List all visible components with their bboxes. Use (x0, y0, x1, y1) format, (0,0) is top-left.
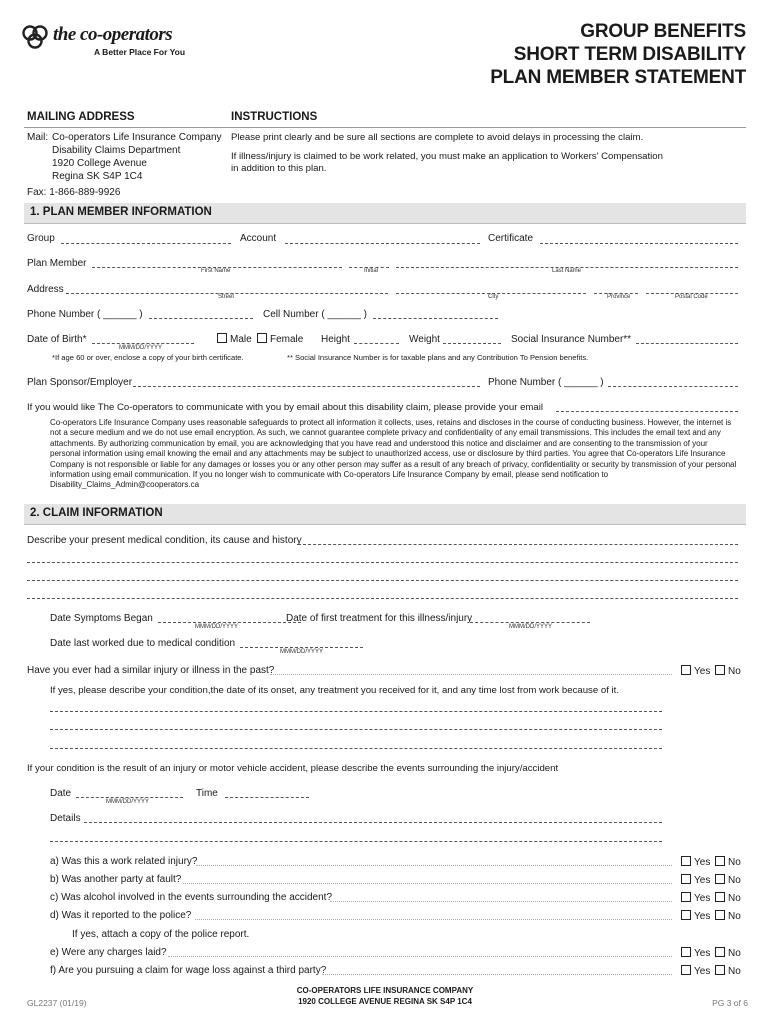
no-label: No (728, 893, 741, 904)
group-field[interactable] (61, 243, 231, 244)
yes-label: Yes (694, 911, 711, 922)
title-line-2: SHORT TERM DISABILITY (513, 44, 746, 65)
accident-question: If your condition is the result of an injury or motor vehicle accident, please describe the events surrounding the injury/accident (27, 763, 559, 774)
yes-label: Yes (694, 875, 711, 886)
mail-line-3: 1920 College Avenue (52, 158, 147, 169)
similar-field-1[interactable] (50, 711, 662, 712)
question-b-no-checkbox[interactable] (715, 874, 741, 886)
question-f-leader (322, 974, 672, 975)
cell-field[interactable] (373, 318, 498, 319)
question-a: a) Was this a work related injury? (50, 856, 198, 867)
sponsor-label: Plan Sponsor/Employer (27, 377, 133, 388)
section-1-bar (24, 203, 746, 224)
yes-label: Yes (694, 893, 711, 904)
details-field-2[interactable] (50, 841, 662, 842)
phone-field[interactable] (149, 318, 253, 319)
last-worked-caption: MMM/DD/YYYY (280, 649, 324, 655)
group-label: Group (27, 233, 55, 244)
sponsor-phone-label: Phone Number ( ______ ) (488, 377, 604, 388)
province-caption: Province (607, 294, 631, 300)
first-name-caption: First Name (201, 268, 231, 274)
details-field-1[interactable] (84, 822, 662, 823)
dob-label: Date of Birth* (27, 334, 87, 345)
question-e: e) Were any charges laid? (50, 947, 167, 958)
accident-date-label: Date (50, 788, 72, 799)
co-operators-logo-icon (22, 24, 52, 50)
account-label: Account (240, 233, 277, 244)
no-label: No (728, 666, 741, 677)
email-disclaimer: Co-operators Life Insurance Company uses reasonable safeguards to protect all information it collects, uses, retains and discloses in the course of conducting business. However, the internet is not a secure medium and we do not use email encryption. As such, we cannot guarantee complete privacy and confidentiality of any email transmissions. This includes the email text and any attachments. By authorizing communication by email, you are acknowledging that you have read and understood this notice and disclaimer and are consenting to the transmission of your personal information using email knowing the email and any attachments may be subject to unauthorized access, use or disclosure by third parties. You agree that Co-operators Life Insurance Company is not responsible or liable for any damages or losses you or any other person may suffer as a result of any breach of privacy, confidentiality or security by transmission of your personal information using email communication. If you no longer wish to communicate with Co-operators Life Insurance Company by email, please send notification to Disability_Claims_Admin@cooperators.ca (50, 418, 737, 490)
question-e-leader (168, 956, 672, 957)
last-worked-label: Date last worked due to medical condition (50, 638, 236, 649)
yes-label: Yes (694, 948, 711, 959)
question-c: c) Was alcohol involved in the events surrounding the accident? (50, 892, 333, 903)
question-a-yes-checkbox[interactable] (681, 856, 710, 868)
mail-line-1: Co-operators Life Insurance Company (52, 132, 222, 143)
question-b: b) Was another party at fault? (50, 874, 182, 885)
brand-name: the co-operators (53, 24, 173, 45)
dob-caption: MMM/DD/YYYY (119, 345, 163, 351)
describe-field-3[interactable] (27, 580, 738, 581)
cell-label: Cell Number ( ______ ) (263, 309, 367, 320)
brand-tagline: A Better Place For You (94, 47, 186, 57)
accident-time-field[interactable] (225, 797, 309, 798)
street-caption: Street (218, 294, 235, 300)
height-label: Height (321, 334, 350, 345)
height-field[interactable] (354, 343, 399, 344)
accident-time-label: Time (196, 788, 218, 799)
phone-label: Phone Number ( ______ ) (27, 309, 143, 320)
certificate-label: Certificate (488, 233, 534, 244)
question-d-note: If yes, attach a copy of the police report. (72, 929, 250, 940)
email-question: If you would like The Co-operators to communicate with you by email about this disability claim, please provide your email (27, 402, 543, 413)
question-c-leader (330, 901, 672, 902)
no-label: No (728, 875, 741, 886)
sin-field[interactable] (636, 343, 738, 344)
similar-question-leader (270, 674, 672, 675)
first-treatment-field[interactable] (470, 622, 590, 623)
title-line-3: PLAN MEMBER STATEMENT (490, 67, 746, 88)
symptoms-caption: MMM/DD/YYYY (195, 624, 239, 630)
similar-detail-label: If yes, please describe your condition,the date of its onset, any treatment you received for it, and any time lost from work because of it. (50, 685, 619, 696)
footnote-sin: ** Social Insurance Number is for taxable plans and any Contribution To Pension benefits. (287, 353, 589, 362)
symptoms-field[interactable] (158, 622, 301, 623)
instruction-line-2: If illness/injury is claimed to be work related, you must make an application to Workers' Compensation (231, 151, 663, 162)
question-e-no-checkbox[interactable] (715, 947, 741, 959)
describe-field-2[interactable] (27, 562, 738, 563)
weight-field[interactable] (443, 343, 501, 344)
describe-label: Describe your present medical condition, its cause and history (27, 535, 302, 546)
initial-caption: Initial (364, 268, 379, 274)
male-checkbox[interactable] (217, 333, 252, 345)
sponsor-phone-field[interactable] (608, 386, 738, 387)
footnote-birth-certificate: *If age 60 or over, enclose a copy of your birth certificate. (52, 353, 244, 362)
question-d: d) Was it reported to the police? (50, 910, 192, 921)
dob-field[interactable] (92, 343, 194, 344)
sponsor-field[interactable] (133, 386, 480, 387)
mail-line-2: Disability Claims Department (52, 145, 181, 156)
similar-field-2[interactable] (50, 729, 662, 730)
form-title (490, 20, 746, 89)
question-f-yes-checkbox[interactable] (681, 965, 710, 977)
question-e-yes-checkbox[interactable] (681, 947, 710, 959)
no-label: No (728, 911, 741, 922)
mailing-address-heading: MAILING ADDRESS (27, 111, 135, 123)
question-d-leader (195, 919, 672, 920)
email-field[interactable] (556, 411, 738, 412)
accident-date-caption: MMM/DD/YYYY (106, 799, 150, 805)
similar-yes-checkbox[interactable] (681, 665, 710, 677)
last-name-caption: Last Name (552, 268, 582, 274)
symptoms-label: Date Symptoms Began (50, 613, 153, 624)
postal-code-caption: Postal Code (675, 294, 708, 300)
page-number: PG 3 of 6 (712, 998, 748, 1008)
footer-company: CO-OPERATORS LIFE INSURANCE COMPANY (296, 986, 474, 995)
question-c-yes-checkbox[interactable] (681, 892, 710, 904)
address-label: Address (27, 284, 64, 295)
section-2-bar (24, 504, 746, 525)
city-caption: City (488, 294, 499, 300)
question-f: f) Are you pursuing a claim for wage loss against a third party? (50, 965, 327, 976)
question-b-yes-checkbox[interactable] (681, 874, 710, 886)
sin-label: Social Insurance Number** (511, 334, 632, 345)
yes-label: Yes (694, 666, 711, 677)
no-label: No (728, 857, 741, 868)
describe-field-4[interactable] (27, 598, 738, 599)
first-treatment-caption: MMM/DD/YYYY (509, 624, 553, 630)
question-c-no-checkbox[interactable] (715, 892, 741, 904)
form-code: GL2237 (01/19) (27, 998, 87, 1008)
question-f-no-checkbox[interactable] (715, 965, 741, 977)
instruction-line-1: Please print clearly and be sure all sections are complete to avoid delays in processing the claim. (231, 132, 644, 143)
certificate-field[interactable] (540, 243, 738, 244)
question-d-yes-checkbox[interactable] (681, 910, 710, 922)
footer-address: 1920 COLLEGE AVENUE REGINA SK S4P 1C4 (298, 997, 472, 1006)
instructions-heading: INSTRUCTIONS (231, 111, 318, 123)
no-label: No (728, 948, 741, 959)
question-b-leader (183, 883, 672, 884)
plan-member-label: Plan Member (27, 258, 87, 269)
describe-field-1[interactable] (298, 544, 738, 545)
yes-label: Yes (694, 857, 711, 868)
accident-date-field[interactable] (76, 797, 183, 798)
question-d-no-checkbox[interactable] (715, 910, 741, 922)
yes-label: Yes (694, 966, 711, 977)
instruction-line-3: in addition to this plan. (231, 163, 327, 174)
no-label: No (728, 966, 741, 977)
account-field[interactable] (285, 243, 480, 244)
title-line-1: GROUP BENEFITS (580, 21, 746, 42)
details-label: Details (50, 813, 81, 824)
female-checkbox[interactable] (257, 333, 303, 345)
female-label: Female (270, 334, 304, 345)
section-2-heading: 2. CLAIM INFORMATION (30, 507, 163, 519)
male-label: Male (230, 334, 252, 345)
similar-no-checkbox[interactable] (715, 665, 741, 677)
mail-label: Mail: (27, 132, 49, 143)
fax-number: Fax: 1-866-889-9926 (27, 187, 121, 198)
similar-question: Have you ever had a similar injury or illness in the past? (27, 665, 275, 676)
last-worked-field[interactable] (240, 647, 363, 648)
mail-line-4: Regina SK S4P 1C4 (52, 171, 143, 182)
section-1-heading: 1. PLAN MEMBER INFORMATION (30, 206, 212, 218)
weight-label: Weight (409, 334, 440, 345)
first-treatment-label: Date of first treatment for this illness/injury (286, 613, 473, 624)
similar-field-3[interactable] (50, 748, 662, 749)
question-a-no-checkbox[interactable] (715, 856, 741, 868)
question-a-leader (196, 865, 672, 866)
